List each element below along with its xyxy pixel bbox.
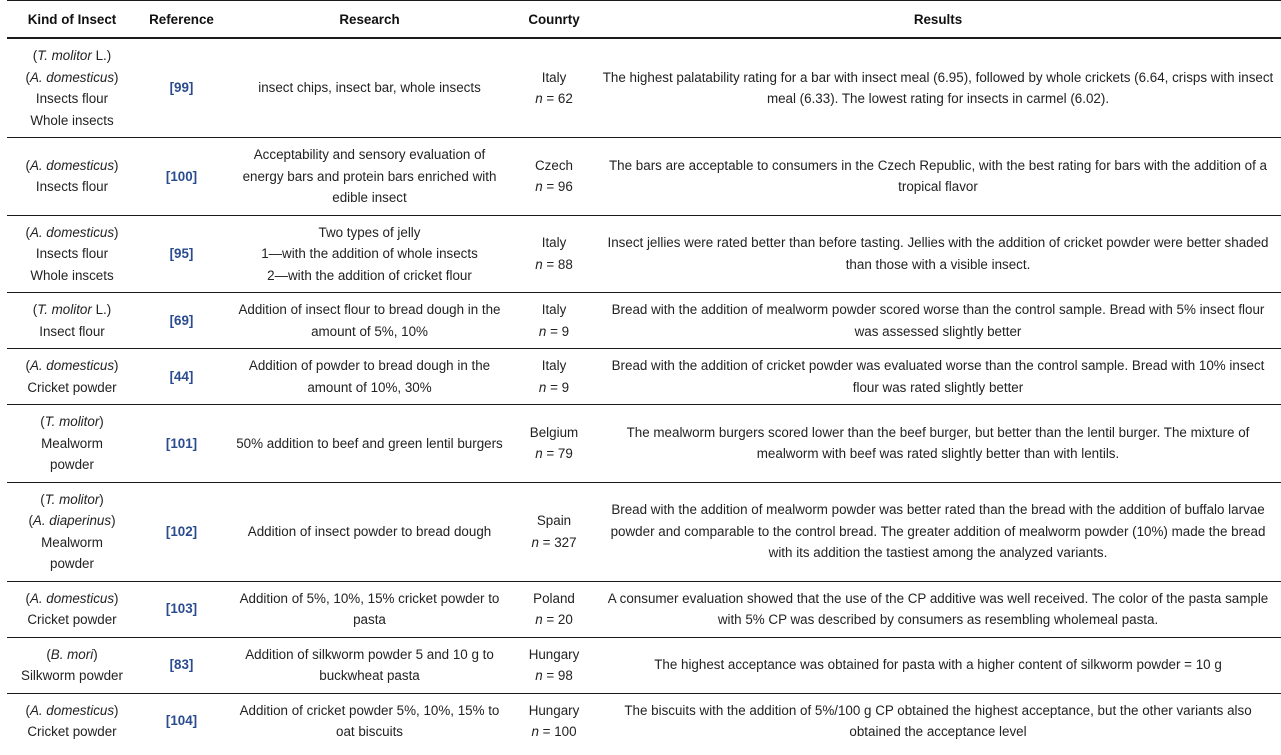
cell-results: Bread with the addition of mealworm powder scored worse than the control sample. Bread with 5% insect flour was assessed slightly better [595, 293, 1281, 349]
cell-results: Bread with the addition of mealworm powder was better rated than the bread with the addition of buffalo larvae powder and comparable to the control bread. The greater addition of mealworm powder (10%) made the bread with its addition the tastiest among the analyzed variants. [595, 482, 1281, 581]
cell-research [226, 405, 513, 483]
insect-kind-line [13, 67, 131, 89]
country-name: Spain [536, 513, 572, 528]
sample-size-value: 9 [561, 323, 570, 339]
table-row [7, 138, 1281, 216]
country-name: Czech [535, 157, 573, 173]
cell-kind-of-insect [7, 215, 137, 293]
reference-link[interactable]: [103] [165, 601, 198, 617]
insect-kind-line [13, 454, 131, 476]
insect-kind-text: ( [32, 48, 38, 63]
insect-kind-text: Cricket powder [27, 724, 117, 739]
insect-kind-text: ( [25, 590, 30, 606]
insect-kind-line [13, 532, 131, 554]
insect-kind-text: ( [25, 157, 30, 173]
insect-kind-line [13, 176, 131, 198]
insect-kind-line [13, 355, 131, 377]
sample-size: n = 98 [535, 668, 573, 683]
insect-kind-text: ( [28, 513, 33, 528]
cell-country [513, 581, 595, 637]
insect-species-name: A. domesticus [29, 702, 115, 718]
insect-species-name: T. molitor [37, 302, 92, 317]
reference-link[interactable]: [102] [165, 523, 198, 539]
table-body [7, 38, 1281, 749]
insect-kind-text: powder [50, 556, 94, 571]
insect-kind-text: ( [40, 414, 45, 429]
cell-country [513, 637, 595, 693]
research-text: 50% addition to beef and green lentil burgers [236, 435, 503, 451]
insect-kind-line [13, 588, 131, 610]
sample-size: n = 100 [531, 724, 577, 739]
country-name: Italy [541, 358, 567, 373]
insect-species-name: A. domesticus [29, 157, 115, 173]
insect-kind-line [13, 489, 131, 511]
insect-kind-text: ) [111, 513, 116, 528]
sample-size-value: 327 [554, 534, 577, 550]
sample-size-value: 96 [557, 179, 573, 195]
table-row [7, 693, 1281, 749]
sample-size: n = 327 [531, 534, 577, 550]
insect-kind-line [13, 510, 131, 532]
table-row [7, 581, 1281, 637]
header-country: Counrty [513, 1, 595, 39]
insect-kind-text: Cricket powder [27, 612, 117, 627]
insect-kind-line [13, 609, 131, 631]
sample-size-value: 98 [557, 668, 573, 683]
table-row [7, 293, 1281, 349]
sample-size: n = 88 [535, 256, 573, 272]
insect-kind-text: ) [99, 491, 104, 507]
insect-kind-text: ( [46, 646, 51, 662]
insect-kind-line [13, 45, 131, 67]
research-text: Addition of cricket powder 5%, 10%, 15% to oat biscuits [239, 702, 500, 739]
cell-research [226, 482, 513, 581]
cell-research [226, 349, 513, 405]
insect-kind-text: Insects flour [35, 179, 109, 195]
cell-reference [137, 581, 226, 637]
cell-country [513, 138, 595, 216]
insect-kind-text: L.) [91, 302, 112, 317]
country-name: Hungary [528, 702, 580, 718]
research-text: 2—with the addition of cricket flour [267, 267, 472, 283]
insect-kind-line [13, 665, 131, 687]
sample-size: n = 9 [538, 379, 570, 395]
insect-kind-text: ) [114, 590, 119, 606]
insect-studies-table [7, 0, 1281, 749]
table-row [7, 215, 1281, 293]
research-text: Addition of powder to bread dough in the amount of 10%, 30% [248, 358, 491, 395]
cell-kind-of-insect [7, 693, 137, 749]
sample-size: n = 62 [535, 91, 573, 106]
cell-reference [137, 637, 226, 693]
insect-kind-line [13, 553, 131, 575]
reference-link[interactable]: [100] [165, 168, 198, 184]
cell-kind-of-insect [7, 38, 137, 138]
cell-country [513, 482, 595, 581]
cell-kind-of-insect [7, 405, 137, 483]
cell-country [513, 38, 595, 138]
research-text: insect chips, insect bar, whole insects [258, 80, 481, 96]
research-text: Addition of 5%, 10%, 15% cricket powder to pasta [239, 590, 500, 627]
cell-reference [137, 693, 226, 749]
insect-species-name: A. domesticus [29, 358, 115, 373]
insect-kind-text: Cricket powder [27, 379, 117, 395]
cell-country [513, 405, 595, 483]
cell-research [226, 637, 513, 693]
insect-kind-text: ) [93, 646, 98, 662]
country-name: Italy [541, 302, 567, 317]
cell-country [513, 693, 595, 749]
cell-results: The biscuits with the addition of 5%/100 g CP obtained the highest acceptance, but the other variants also obtained the acceptance level [624, 702, 1252, 739]
cell-country [513, 349, 595, 405]
cell-research [226, 38, 513, 138]
insect-kind-text: ) [99, 414, 104, 429]
header-kind-of-insect: Kind of Insect [7, 1, 137, 39]
cell-results: The highest palatability rating for a bar with insect meal (6.95), followed by whole crickets (6.64, crisps with insect meal (6.33). The lowest rating for insects in carmel (6.02). [595, 38, 1281, 138]
insect-kind-text: ) [114, 69, 119, 85]
reference-link[interactable]: [101] [165, 435, 198, 451]
cell-reference [137, 405, 226, 483]
insect-kind-line [13, 299, 131, 321]
sample-size-value: 88 [557, 256, 573, 272]
cell-reference [137, 482, 226, 581]
cell-results: The bars are acceptable to consumers in the Czech Republic, with the best rating for bars with the addition of a tropical flavor [595, 138, 1281, 216]
research-text: Two types of jelly [318, 224, 421, 240]
research-text: Acceptability and sensory evaluation of energy bars and protein bars enriched with edible insect [242, 147, 497, 205]
cell-kind-of-insect [7, 637, 137, 693]
cell-kind-of-insect [7, 138, 137, 216]
insect-kind-text: ) [114, 358, 119, 373]
cell-kind-of-insect [7, 349, 137, 405]
research-text: Addition of silkworm powder 5 and 10 g to buckwheat pasta [245, 646, 494, 683]
table-row [7, 405, 1281, 483]
cell-research [226, 215, 513, 293]
insect-kind-text: Whole inscets [30, 267, 114, 283]
insect-kind-line [13, 433, 131, 455]
insect-kind-text: Insects flour [35, 246, 109, 261]
cell-reference [137, 138, 226, 216]
table-header-row [7, 1, 1281, 39]
insect-species-name: A. domesticus [29, 69, 115, 85]
cell-research [226, 581, 513, 637]
cell-reference [137, 349, 226, 405]
sample-size: n = 9 [538, 323, 570, 339]
cell-results: A consumer evaluation showed that the use of the CP additive was well received. The color of the pasta sample with 5% CP was described by consumers as resembling wholemeal pasta. [595, 581, 1281, 637]
sample-size-value: 20 [557, 612, 573, 627]
insect-kind-text: ( [40, 491, 45, 507]
insect-kind-text: Insects flour [35, 91, 109, 106]
insect-kind-line [13, 222, 131, 244]
reference-link[interactable]: [44] [169, 368, 194, 384]
insect-kind-text: Silkworm powder [21, 668, 123, 683]
insect-species-name: B. mori [50, 646, 94, 662]
reference-link[interactable]: [83] [169, 657, 194, 673]
insect-species-name: T. molitor [44, 414, 100, 429]
research-text: 1—with the addition of whole insects [261, 246, 478, 261]
insect-kind-text: Mealworm [41, 534, 103, 550]
insect-kind-line [13, 377, 131, 399]
insect-kind-text: Whole insects [30, 112, 114, 128]
reference-link[interactable]: [69] [169, 312, 194, 328]
country-name: Italy [541, 235, 567, 251]
insect-kind-text: ( [25, 69, 30, 85]
cell-country [513, 215, 595, 293]
cell-results: Insect jellies were rated better than before tasting. Jellies with the addition of cricket powder were better shaded than those with a visible insect. [595, 215, 1281, 293]
insect-kind-line [13, 700, 131, 722]
cell-research [226, 138, 513, 216]
country-name: Belgium [529, 424, 579, 440]
table-row [7, 38, 1281, 138]
insect-species-name: A. diaperinus [32, 513, 112, 528]
header-reference: Reference [137, 1, 226, 39]
insect-kind-text: ( [25, 224, 30, 240]
sample-size-value: 62 [557, 91, 573, 106]
reference-link[interactable]: [95] [169, 246, 194, 261]
cell-reference [137, 215, 226, 293]
cell-kind-of-insect [7, 581, 137, 637]
cell-reference [137, 38, 226, 138]
sample-size: n = 96 [535, 179, 573, 195]
cell-results: Bread with the addition of cricket powder was evaluated worse than the control sample. Bread with 10% insect flour was rated slightly better [595, 349, 1281, 405]
country-name: Poland [533, 590, 575, 606]
cell-kind-of-insect [7, 482, 137, 581]
insect-kind-text: ) [114, 157, 119, 173]
research-text: Addition of insect powder to bread dough [247, 523, 492, 539]
header-research: Research [226, 1, 513, 39]
insect-kind-line [13, 411, 131, 433]
header-results: Results [595, 1, 1281, 39]
insect-species-name: T. molitor [44, 491, 100, 507]
sample-size-value: 100 [554, 724, 577, 739]
insect-species-name: A. domesticus [29, 224, 115, 240]
sample-size: n = 20 [535, 612, 573, 627]
cell-kind-of-insect [7, 293, 137, 349]
insect-kind-text: Mealworm [41, 435, 103, 451]
cell-results: The mealworm burgers scored lower than the beef burger, but better than the lentil burger. The mixture of mealworm with beef was rated slightly better than with lentils. [595, 405, 1281, 483]
insect-kind-line [13, 644, 131, 666]
insect-kind-text: powder [50, 457, 94, 472]
research-text: Addition of insect flour to bread dough in the amount of 5%, 10% [238, 302, 501, 339]
country-name: Hungary [528, 646, 580, 662]
reference-link[interactable]: [99] [169, 80, 194, 96]
cell-research [226, 293, 513, 349]
insect-kind-line [13, 110, 131, 132]
insect-kind-text: ) [114, 702, 119, 718]
insect-kind-text: ( [25, 702, 30, 718]
insect-kind-line [13, 155, 131, 177]
cell-results: The highest acceptance was obtained for pasta with a higher content of silkworm powder = 10 g [595, 637, 1281, 693]
insect-kind-line [13, 321, 131, 343]
insect-species-name: A. domesticus [29, 590, 115, 606]
cell-country [513, 293, 595, 349]
reference-link[interactable]: [104] [165, 713, 198, 729]
insect-kind-line [13, 88, 131, 110]
insect-kind-text: ( [32, 302, 38, 317]
insect-kind-line [13, 721, 131, 743]
table-row [7, 637, 1281, 693]
insect-kind-line [13, 243, 131, 265]
cell-reference [137, 293, 226, 349]
insect-kind-line [13, 265, 131, 287]
table-row [7, 482, 1281, 581]
insect-species-name: T. molitor [37, 48, 92, 63]
cell-research [226, 693, 513, 749]
sample-size-value: 9 [561, 379, 570, 395]
insect-kind-text: Insect flour [39, 323, 105, 339]
insect-kind-text: L.) [91, 48, 112, 63]
insect-kind-text: ) [114, 224, 119, 240]
insect-kind-text: ( [25, 358, 30, 373]
sample-size-value: 79 [557, 446, 573, 462]
country-name: Italy [541, 69, 567, 85]
table-row [7, 349, 1281, 405]
sample-size: n = 79 [535, 446, 573, 462]
